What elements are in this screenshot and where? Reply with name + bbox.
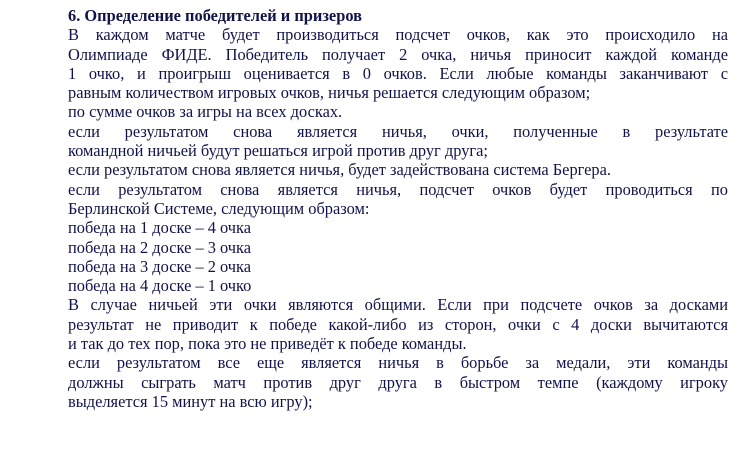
section-body <box>68 25 728 411</box>
text-line: Берлинской Системе, следующим образом: <box>68 198 370 218</box>
text-line: В случае ничьей эти очки являются общими. Если при подсчете очков за досками <box>68 295 728 315</box>
text-line: равным количеством игровых очков, ничья решается следующим образом; <box>68 83 591 103</box>
text-line: В каждом матче будет производиться подсчет очков, как это происходило на <box>68 25 728 45</box>
text-line: победа на 4 доске – 1 очко <box>68 276 252 296</box>
text-line: выделяется 15 минут на всю игру); <box>68 391 313 411</box>
text-line: победа на 1 доске – 4 очка <box>68 218 252 238</box>
text-line: 1 очко, и проигрыш оценивается в 0 очков. Если любые команды заканчивают с <box>68 63 728 83</box>
text-line: победа на 2 доске – 3 очка <box>68 237 252 257</box>
text-line: командной ничьей будут решаться игрой против друг друга; <box>68 141 488 161</box>
text-line: и так до тех пор, пока это не приведёт к победе команды. <box>68 334 467 354</box>
text-line: победа на 3 доске – 2 очка <box>68 256 252 276</box>
text-line: Олимпиаде ФИДЕ. Победитель получает 2 очка, ничья приносит каждой команде <box>68 44 728 64</box>
text-line: если результатом снова является ничья, подсчет очков будет проводиться по <box>68 179 728 199</box>
text-line: по сумме очков за игры на всех досках. <box>68 102 343 122</box>
text-line: должны сыграть матч против друг друга в быстром темпе (каждому игроку <box>68 372 728 392</box>
text-line: если результатом все еще является ничья в борьбе за медали, эти команды <box>68 353 728 373</box>
text-line: если результатом снова является ничья, будет задействована система Бергера. <box>68 160 612 180</box>
document-page <box>68 6 728 411</box>
text-line: результат не приводит к победе какой-либо из сторон, очки с 4 доски вычитаются <box>68 314 728 334</box>
text-line: если результатом снова является ничья, очки, полученные в результате <box>68 121 728 141</box>
section-heading: 6. Определение победителей и призеров <box>68 6 362 25</box>
